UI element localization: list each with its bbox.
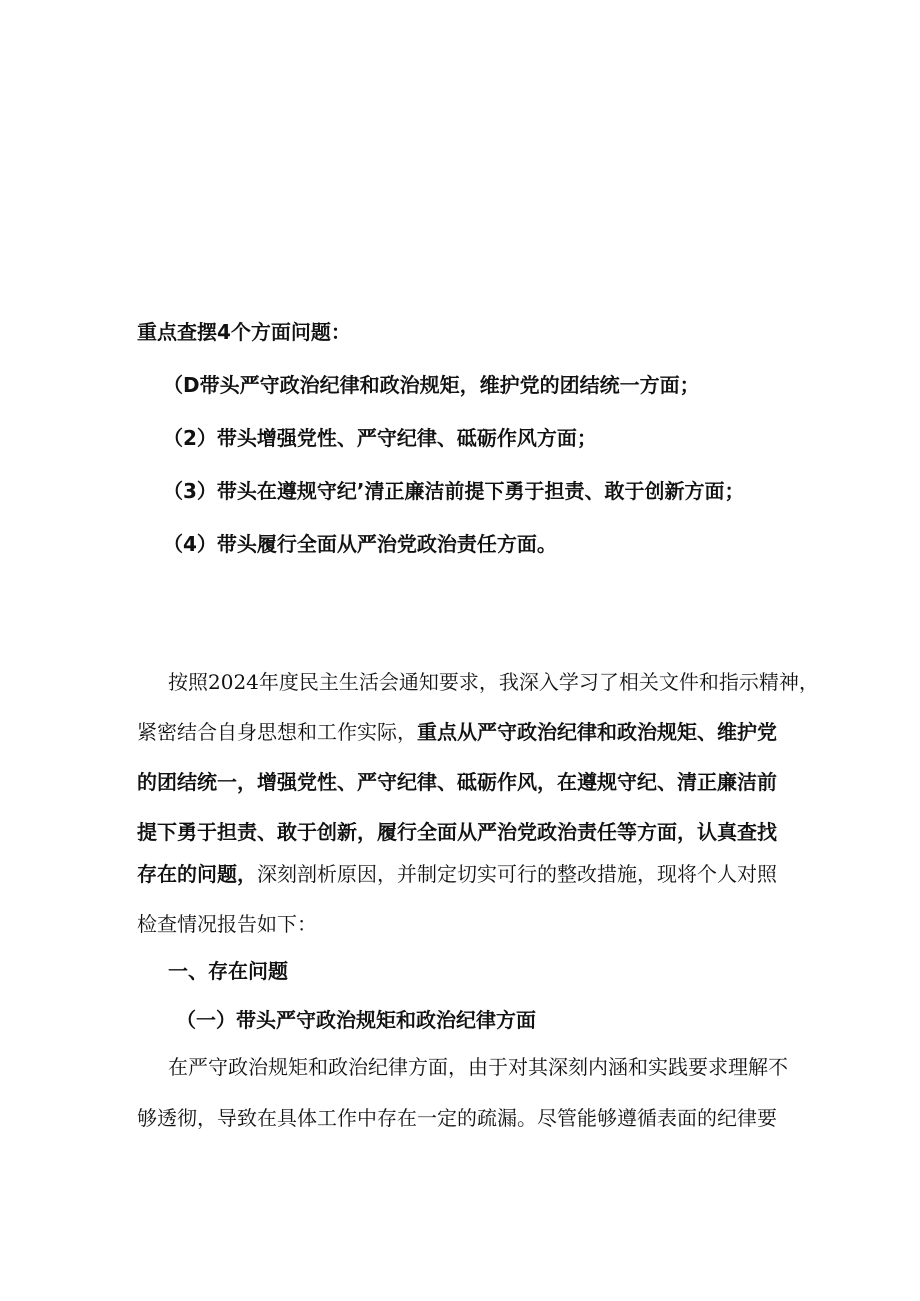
intro-paragraph-line-3: 的团结统一，增强党性、严守纪律、砥砺作风，在遵规守纪、清正廉洁前: [137, 770, 777, 794]
intro-paragraph-line-5: [137, 860, 777, 888]
body-paragraph-line-2: 够透彻，导致在具体工作中存在一定的疏漏。尽管能够遵循表面的纪律要: [137, 1106, 777, 1130]
intro-paragraph-line-5-normal: 深刻剖析原因，并制定切实可行的整改措施，现将个人对照: [257, 862, 777, 886]
intro-paragraph-line-5-bold: 存在的问题，: [137, 862, 257, 886]
intro-paragraph-line-2-normal: 紧密结合自身思想和工作实际，: [137, 720, 417, 744]
intro-paragraph-line-1: 按照2024年度民主生活会通知要求，我深入学习了相关文件和指示精神，: [168, 670, 819, 694]
focus-item-2: （2）带头增强党性、严守纪律、砥砺作风方面；: [163, 426, 597, 450]
intro-paragraph-line-4: 提下勇于担责、敢于创新，履行全面从严治党政治责任等方面，认真查找: [137, 820, 777, 844]
body-paragraph-line-1: 在严守政治规矩和政治纪律方面，由于对其深刻内涵和实践要求理解不: [168, 1055, 788, 1079]
focus-item-1: （D带头严守政治纪律和政治规矩，维护党的团结统一方面；: [163, 373, 700, 397]
focus-item-3: （3）带头在遵规守纪’清正廉洁前提下勇于担责、敢于创新方面；: [163, 479, 745, 503]
intro-paragraph-line-6: 检查情况报告如下：: [137, 912, 317, 936]
intro-paragraph-line-2-bold: 重点从严守政治纪律和政治规矩、维护党: [417, 720, 777, 744]
focus-heading: 重点查摆4个方面问题：: [137, 320, 351, 344]
section-heading: 一、存在问题: [168, 959, 288, 983]
focus-item-4: （4）带头履行全面从严治党政治责任方面。: [163, 532, 557, 556]
subsection-heading: （一）带头严守政治规矩和政治纪律方面: [176, 1008, 536, 1032]
intro-paragraph-line-2: [137, 718, 777, 746]
